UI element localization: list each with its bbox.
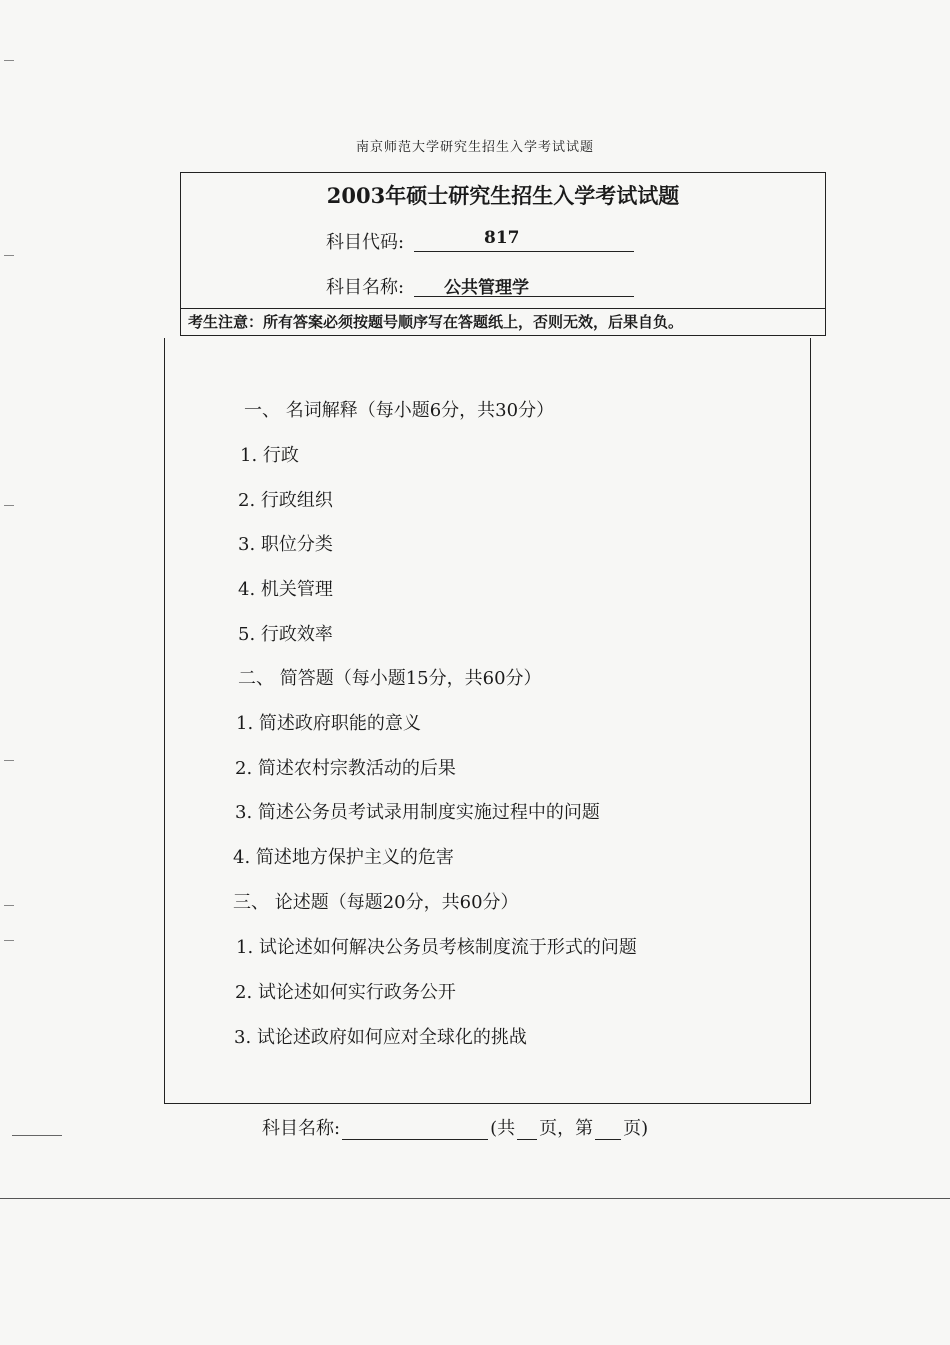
- footer-subject-blank: [342, 1121, 488, 1140]
- scan-edge-tick: [4, 255, 14, 256]
- question-item: 4. 机关管理: [238, 579, 333, 600]
- question-item: 2. 行政组织: [238, 490, 333, 511]
- subject-name-value: 公共管理学: [414, 273, 634, 297]
- exam-title: 2003年硕士研究生招生入学考试试题: [326, 183, 680, 208]
- question-item: 3. 试论述政府如何应对全球化的挑战: [234, 1027, 527, 1048]
- footer-page-close: 页): [623, 1118, 649, 1139]
- question-item: 2. 简述农村宗教活动的后果: [235, 758, 456, 779]
- question-item: 4. 简述地方保护主义的危害: [233, 847, 454, 868]
- section-heading: 一、 名词解释（每小题6分，共30分）: [244, 400, 555, 421]
- section-heading: 三、 论述题（每题20分，共60分）: [233, 892, 519, 913]
- page-header: 南京师范大学研究生招生入学考试试题: [355, 140, 594, 155]
- scan-edge-tick: [4, 505, 14, 506]
- footer-page-mid: 页，第: [539, 1118, 594, 1139]
- question-item: 5. 行政效率: [238, 624, 333, 645]
- footer-subject-label: 科目名称:: [262, 1118, 341, 1139]
- section-heading: 二、 简答题（每小题15分，共60分）: [238, 668, 542, 689]
- question-item: 3. 职位分类: [238, 534, 333, 555]
- notice-divider: [180, 308, 826, 309]
- scan-bottom-rule: [0, 1198, 950, 1199]
- subject-code-label: 科目代码:: [326, 232, 405, 253]
- scan-edge-tick: [4, 940, 14, 941]
- question-item: 2. 试论述如何实行政务公开: [235, 982, 456, 1003]
- scan-left-mark: [12, 1135, 62, 1136]
- question-item: 1. 行政: [240, 445, 299, 466]
- question-item: 1. 简述政府职能的意义: [236, 713, 421, 734]
- page-footer: [262, 1114, 648, 1140]
- scan-edge-tick: [4, 60, 14, 61]
- subject-name-label: 科目名称:: [326, 277, 405, 298]
- candidate-notice: 考生注意：所有答案必须按题号顺序写在答题纸上，否则无效，后果自负。: [188, 313, 684, 331]
- footer-total-pages-blank: [517, 1121, 537, 1140]
- footer-total-pages-open: (共: [490, 1118, 516, 1139]
- scan-edge-tick: [4, 760, 14, 761]
- question-item: 1. 试论述如何解决公务员考核制度流于形式的问题: [236, 937, 637, 958]
- footer-page-number-blank: [595, 1121, 621, 1140]
- scan-edge-tick: [4, 905, 14, 906]
- question-item: 3. 简述公务员考试录用制度实施过程中的问题: [235, 802, 600, 823]
- subject-code-value: 817: [414, 228, 634, 252]
